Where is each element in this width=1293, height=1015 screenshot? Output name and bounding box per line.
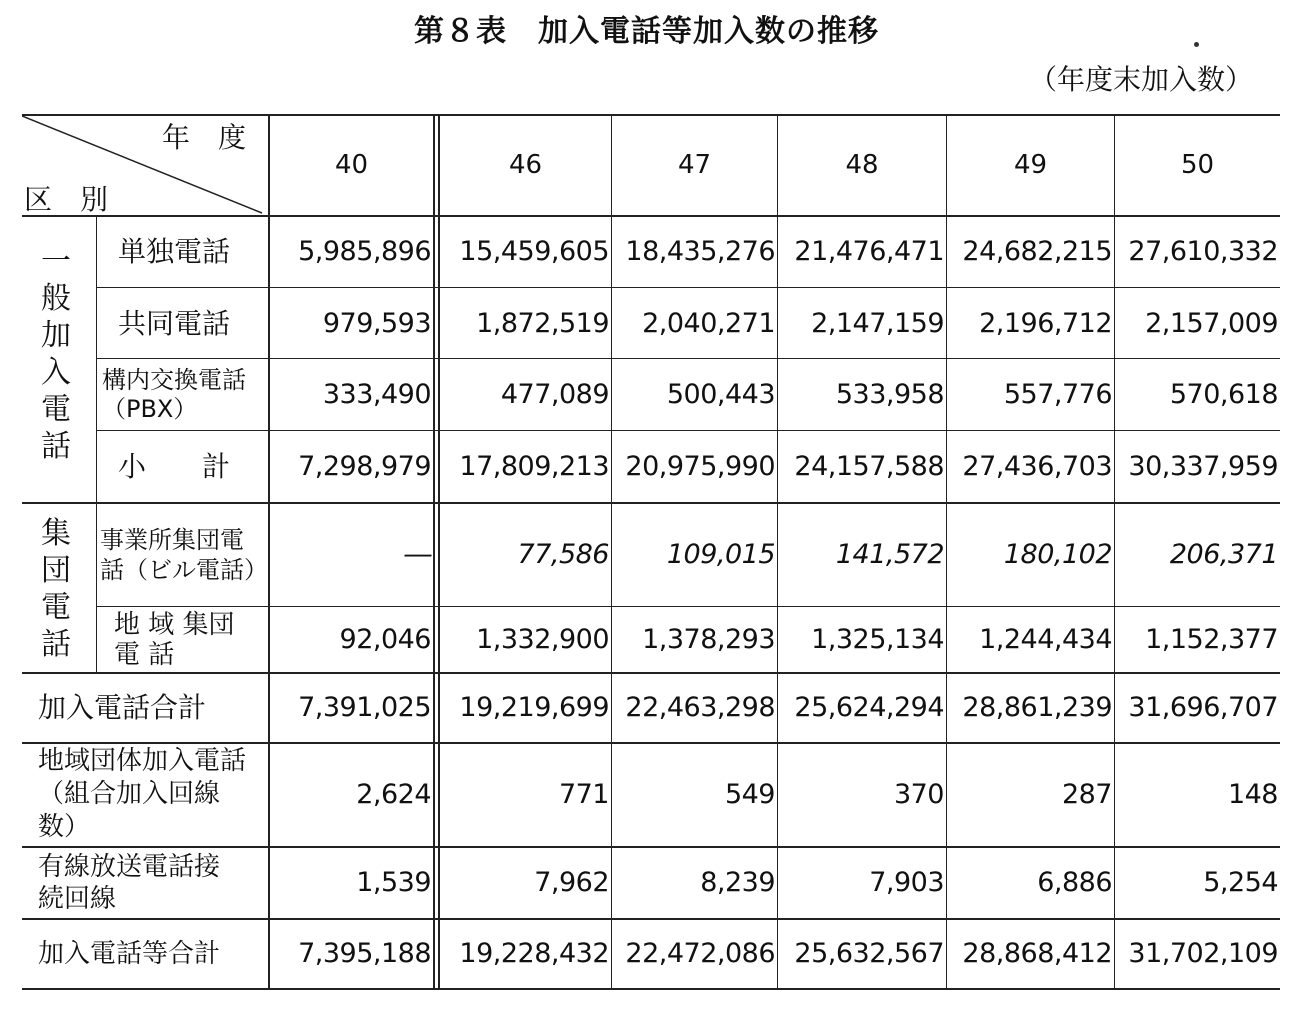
table-cell: 533,958 [835,379,944,410]
table-cell: 1,378,293 [642,624,775,655]
table-cell: 5,985,896 [298,235,431,267]
table-cell: 2,157,009 [1145,307,1278,339]
table-cell: 19,219,699 [459,692,609,723]
row-label: 加入電話合計 [38,691,207,724]
table-cell: 771 [558,779,609,810]
table-cell: 1,332,900 [476,624,609,655]
group-label-collective: 集団電話 [41,516,71,662]
table-cell: 27,436,703 [962,451,1112,482]
year-header: 49 [1013,149,1048,180]
table-cell: 570,618 [1169,379,1278,410]
table-cell: 27,610,332 [1128,235,1278,267]
table-cell: 2,040,271 [642,307,775,339]
table-cell: 1,539 [356,867,431,898]
row-label: 小 計 [118,450,231,483]
table-cell: 22,472,086 [625,938,775,969]
table-cell: 2,624 [356,779,431,810]
table-cell: 19,228,432 [459,938,609,969]
year-header: 48 [845,149,879,180]
table-cell: 22,463,298 [625,692,775,723]
table-cell: 7,395,188 [298,938,431,969]
table-cell: 31,696,707 [1128,692,1278,723]
table-cell: 25,632,567 [794,938,944,969]
table-cell: 109,015 [666,539,775,570]
table-cell: 1,244,434 [979,624,1112,655]
table-cell: 28,868,412 [962,938,1112,969]
year-header: 50 [1180,149,1215,180]
table-cell: 206,371 [1169,539,1278,570]
table-cell: 77,586 [517,539,609,570]
table-cell: 20,975,990 [625,451,775,482]
row-label: 地 域 集団 電 話 [114,609,235,670]
row-label: 共同電話 [118,306,231,340]
table-cell: 21,476,471 [794,235,944,267]
table-cell: 1,325,134 [811,624,944,655]
speck [1194,42,1199,47]
table-cell: 979,593 [322,307,431,339]
table-cell: 30,337,959 [1128,451,1278,482]
table-cell: 15,459,605 [459,235,609,267]
row-label: 有線放送電話接続回線 [38,851,221,914]
corner-category-label: 区 別 [24,183,109,216]
table-cell: 7,391,025 [298,692,431,723]
table-cell: 477,089 [500,379,609,410]
table-cell: 2,196,712 [979,307,1112,339]
row-label: 単独電話 [118,234,231,268]
table-bottom-rule [22,988,1280,990]
table-cell: 148 [1227,779,1278,810]
table-cell: 6,886 [1037,867,1112,898]
year-header: 47 [677,149,712,180]
table-cell: 7,903 [869,867,944,898]
table-cell: 370 [893,779,944,810]
table-title: 第８表 加入電話等加入数の推移 [414,14,879,49]
table-cell: 25,624,294 [794,692,944,723]
table-cell: 18,435,276 [625,235,775,267]
table-cell: 17,809,213 [459,451,609,482]
table-cell: 31,702,109 [1128,938,1278,969]
table-cell: 549 [724,779,775,810]
group-divider [96,215,97,672]
table-cell: 24,157,588 [794,451,944,482]
table-cell: 8,239 [700,867,775,898]
group-label-general: 一般加入電話 [41,244,71,464]
table-cell: 5,254 [1203,867,1278,898]
year-header: 46 [508,149,543,180]
table-cell: 557,776 [1003,379,1112,410]
table-cell: 500,443 [666,379,775,410]
table-cell: 333,490 [322,379,431,410]
double-rule-a [433,114,435,988]
table-cell: ― [404,539,431,570]
table-cell: 180,102 [1003,539,1112,570]
table-cell: 7,298,979 [298,451,431,482]
table-cell: 92,046 [339,624,431,655]
table-cell: 7,962 [534,867,609,898]
table-cell: 2,147,159 [811,307,944,339]
corner-year-label: 年 度 [162,121,247,154]
row-label: 構内交換電話（PBX） [102,365,246,423]
table-cell: 287 [1061,779,1112,810]
row-label: 地域団体加入電話（組合加入回線数） [38,746,247,842]
unit-note: （年度末加入数） [1028,63,1253,96]
table-cell: 1,152,377 [1145,624,1278,655]
row-label: 事業所集団電話（ビル電話） [100,525,268,584]
table-cell: 141,572 [835,539,944,570]
data-table [22,114,1280,988]
row-label: 加入電話等合計 [38,938,221,969]
year-header: 40 [334,149,369,180]
table-cell: 28,861,239 [962,692,1112,723]
table-cell: 24,682,215 [962,235,1112,267]
table-cell: 1,872,519 [476,307,609,339]
